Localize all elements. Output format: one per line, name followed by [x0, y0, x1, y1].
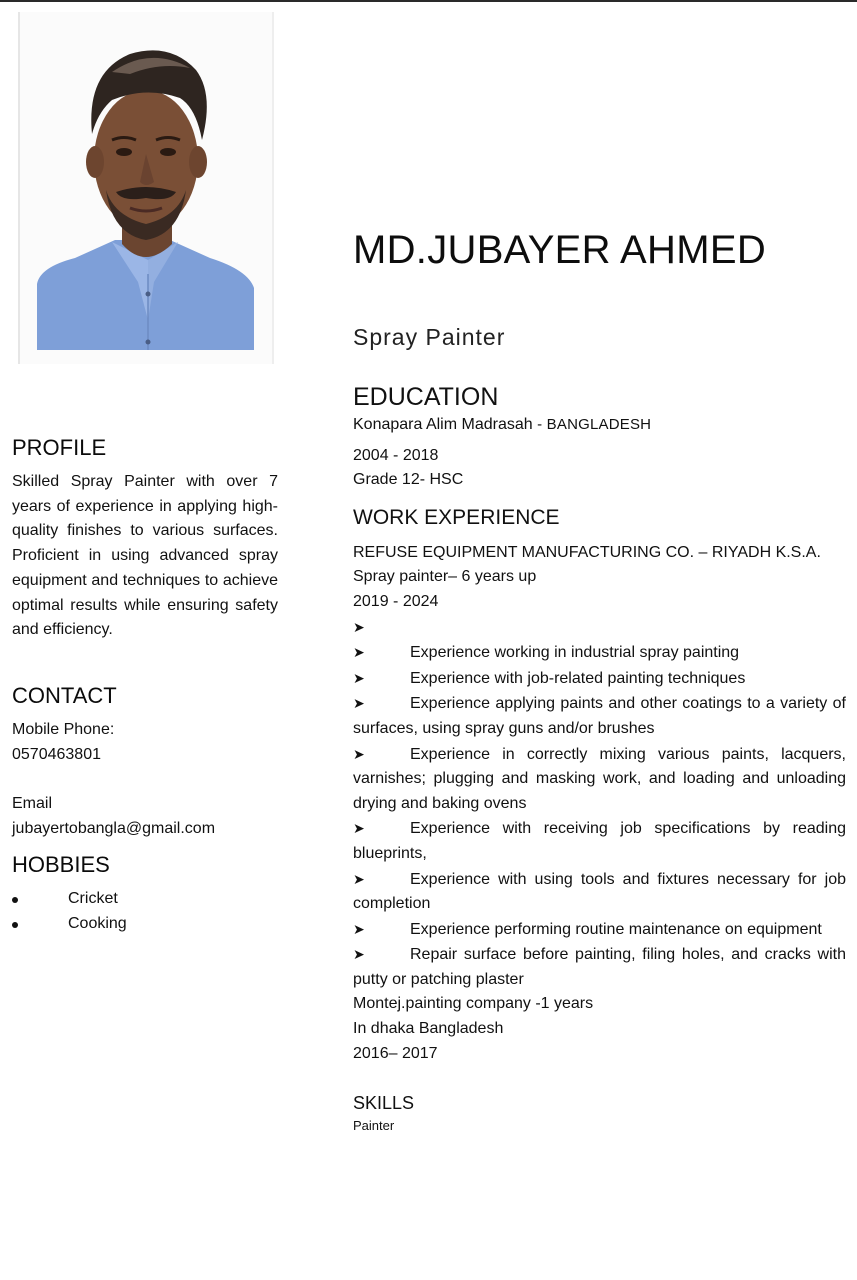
duty-item	[353, 666, 846, 692]
school-name: Konapara Alim Madrasah	[353, 416, 533, 433]
duty-text: Experience applying paints and other coatings to a variety of surfaces, using spray guns and/or brushes	[353, 695, 846, 737]
arrow-bullet-icon: ➤	[353, 695, 365, 712]
arrow-bullet-icon: ➤	[353, 618, 365, 635]
contact-section	[12, 682, 278, 842]
phone-number: 0570463801	[12, 745, 101, 763]
top-border-line	[0, 0, 857, 2]
duty-text: Experience working in industrial spray painting	[410, 644, 740, 662]
company-name: REFUSE EQUIPMENT MANUFACTURING CO. – RIYADH K.S.A.	[353, 543, 821, 561]
bullet-icon	[12, 922, 18, 928]
right-column	[353, 381, 846, 1137]
left-column	[12, 434, 278, 937]
duty-item	[353, 942, 846, 992]
duties-list	[353, 615, 846, 993]
work-years: 2019 - 2024	[353, 592, 439, 610]
arrow-bullet-icon: ➤	[353, 870, 365, 887]
job-title: Spray Painter	[353, 324, 506, 350]
duty-text: Experience performing routine maintenance on equipment	[410, 920, 822, 938]
job-role: Spray painter– 6 years up	[353, 568, 537, 586]
school-country: - BANGLADESH	[537, 416, 652, 433]
company2-location: In dhaka Bangladesh	[353, 1020, 504, 1038]
profile-photo	[18, 12, 274, 364]
skills-section	[353, 1091, 846, 1137]
email-address[interactable]: jubayertobangla@gmail.com	[12, 819, 216, 837]
arrow-bullet-icon: ➤	[353, 946, 365, 963]
hobby-item	[12, 912, 278, 937]
profile-text: Skilled Spray Painter with over 7 years of experience in applying high-quality finishes to various surfaces. Proficient in using advanced spray equipment and techniques to achieve optimal results while ensuring safety and efficiency.	[12, 473, 278, 639]
duty-item	[353, 615, 846, 641]
duty-text: Experience with using tools and fixtures necessary for job completion	[353, 870, 846, 913]
email-label: Email	[12, 795, 53, 813]
profile-heading: PROFILE	[12, 435, 107, 460]
company2-name: Montej.painting company -1 years	[353, 995, 594, 1013]
arrow-bullet-icon: ➤	[353, 820, 365, 837]
duty-item	[353, 917, 846, 943]
arrow-bullet-icon: ➤	[353, 644, 365, 661]
skills-heading: SKILLS	[353, 1092, 415, 1113]
duty-text: Repair surface before painting, filing holes, and cracks with putty or patching plaster	[353, 946, 846, 988]
company2-years: 2016– 2017	[353, 1044, 438, 1062]
hobby-label: Cricket	[68, 890, 118, 908]
duty-text: Experience in correctly mixing various paints, lacquers, varnishes; plugging and masking work, and loading and unloading drying and baking ovens	[353, 745, 846, 812]
arrow-bullet-icon: ➤	[353, 669, 365, 686]
duty-item	[353, 691, 846, 741]
hobby-item	[12, 887, 278, 912]
duty-item	[353, 816, 846, 866]
duty-item	[353, 742, 846, 817]
skills-value: Painter	[353, 1117, 395, 1133]
contact-heading: CONTACT	[12, 682, 117, 708]
duty-item	[353, 640, 846, 666]
phone-label: Mobile Phone:	[12, 720, 115, 738]
school-line	[353, 413, 846, 438]
arrow-bullet-icon: ➤	[353, 920, 365, 937]
hobbies-list	[12, 887, 278, 936]
bullet-icon	[12, 897, 18, 903]
hobby-label: Cooking	[68, 915, 127, 933]
person-name: MD.JUBAYER AHMED	[353, 228, 767, 272]
education-heading: EDUCATION	[353, 383, 499, 411]
arrow-bullet-icon: ➤	[353, 745, 365, 762]
work-heading: WORK EXPERIENCE	[353, 505, 560, 529]
duty-text: Experience with receiving job specifications by reading blueprints,	[353, 820, 846, 862]
hobbies-heading: HOBBIES	[12, 852, 110, 878]
education-years: 2004 - 2018	[353, 446, 439, 464]
hobbies-section	[12, 851, 278, 936]
education-grade: Grade 12- HSC	[353, 471, 464, 489]
duty-item	[353, 867, 846, 917]
duty-text: Experience with job-related painting techniques	[410, 669, 746, 687]
